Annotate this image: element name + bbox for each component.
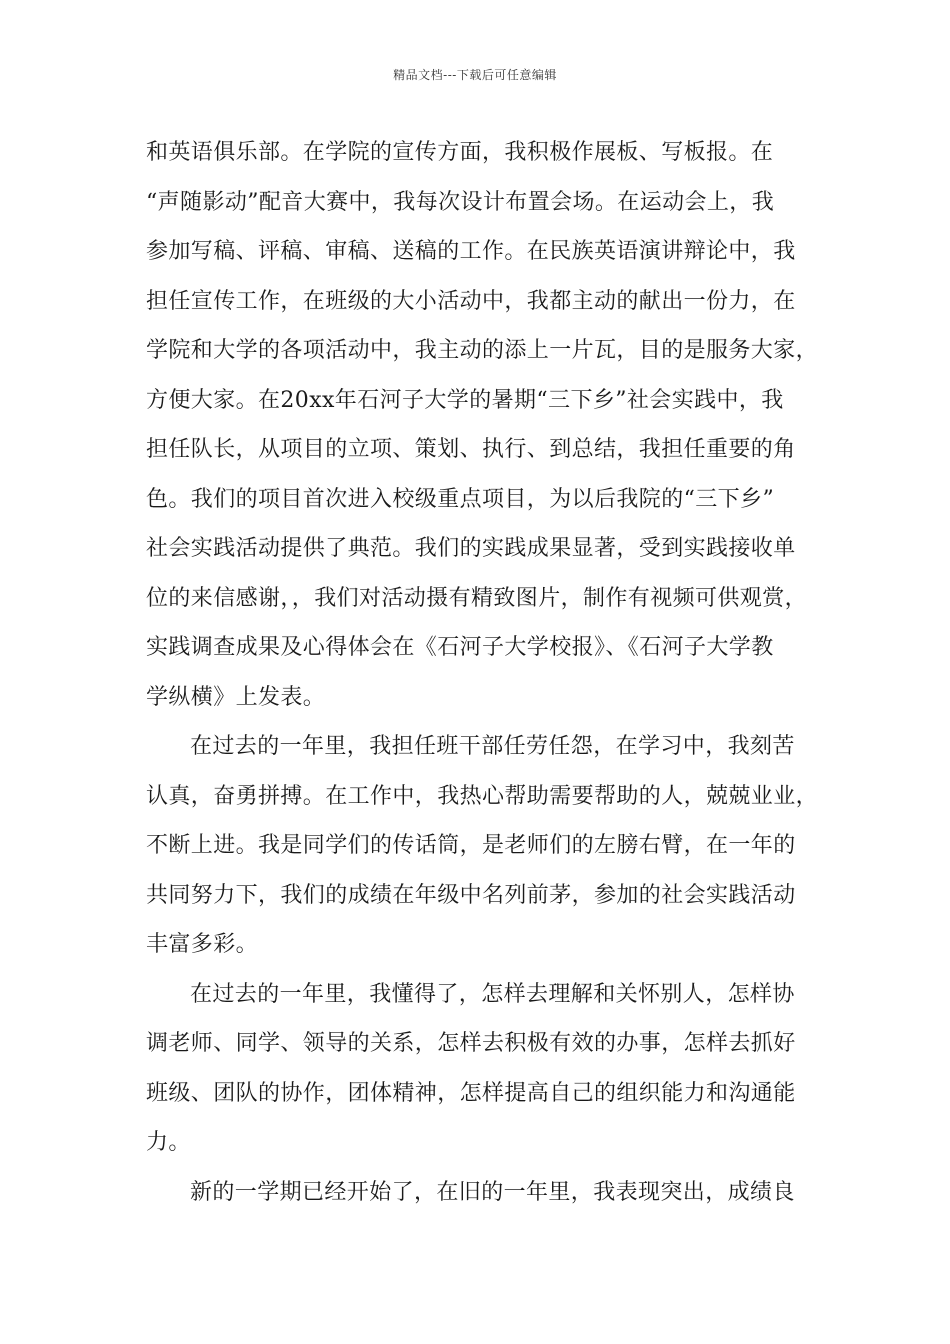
text-line: 方便大家。在20xx年石河子大学的暑期“三下乡”社会实践中，我 [146,387,784,413]
document-body [146,128,819,1217]
text-line: 担任队长，从项目的立项、策划、执行、到总结，我担任重要的角 [146,437,796,462]
text-line: 班级、团队的协作，团体精神，怎样提高自己的组织能力和沟通能 [146,1080,796,1106]
text-line: 位的来信感谢，，我们对活动摄有精致图片，制作有视频可供观赏， [146,585,808,611]
text-line: 学纵横》上发表。 [146,684,326,710]
text-line-first: 新的一学期已经开始了，在旧的一年里，我表现突出，成绩良 [190,1179,795,1205]
paragraph [146,1168,816,1218]
text-line: 调老师、同学、领导的关系，怎样去积极有效的办事，怎样去抓好 [146,1031,796,1056]
paragraph [146,128,819,722]
text-line: “声随影动”配音大赛中，我每次设计布置会场。在运动会上，我 [146,189,775,215]
text-line: 参加写稿、评稿、审稿、送稿的工作。在民族英语演讲辩论中，我 [146,239,796,264]
text-line: 和英语俱乐部。在学院的宣传方面，我积极作展板、写板报。在 [146,140,774,165]
text-line-first: 在过去的一年里，我懂得了，怎样去理解和关怀别人，怎样协 [190,981,795,1007]
text-line: 力。 [146,1130,191,1155]
paragraph [146,722,819,970]
text-line: 色。我们的项目首次进入校级重点项目，为以后我院的“三下乡” [146,486,775,512]
text-line: 担任宣传工作，在班级的大小活动中，我都主动的献出一份力，在 [146,288,796,314]
page-header: 精品文档---下载后可任意编辑 [393,68,557,82]
text-line: 实践调查成果及心得体会在《石河子大学校报》、《石河子大学教 [146,635,774,660]
paragraph [146,970,816,1168]
text-line-first: 在过去的一年里，我担任班干部任劳任怨，在学习中，我刻苦 [190,734,795,759]
text-line: 社会实践活动提供了典范。我们的实践成果显著，受到实践接收单 [146,536,796,561]
text-line: 共同努力下，我们的成绩在年级中名列前茅，参加的社会实践活动 [146,882,796,908]
text-line: 丰富多彩。 [146,932,259,957]
text-line: 认真，奋勇拼搏。在工作中，我热心帮助需要帮助的人，兢兢业业， [146,783,819,809]
text-line: 学院和大学的各项活动中，我主动的添上一片瓦，目的是服务大家， [146,338,819,363]
text-line: 不断上进。我是同学们的传话筒，是老师们的左膀右臂，在一年的 [146,833,796,858]
